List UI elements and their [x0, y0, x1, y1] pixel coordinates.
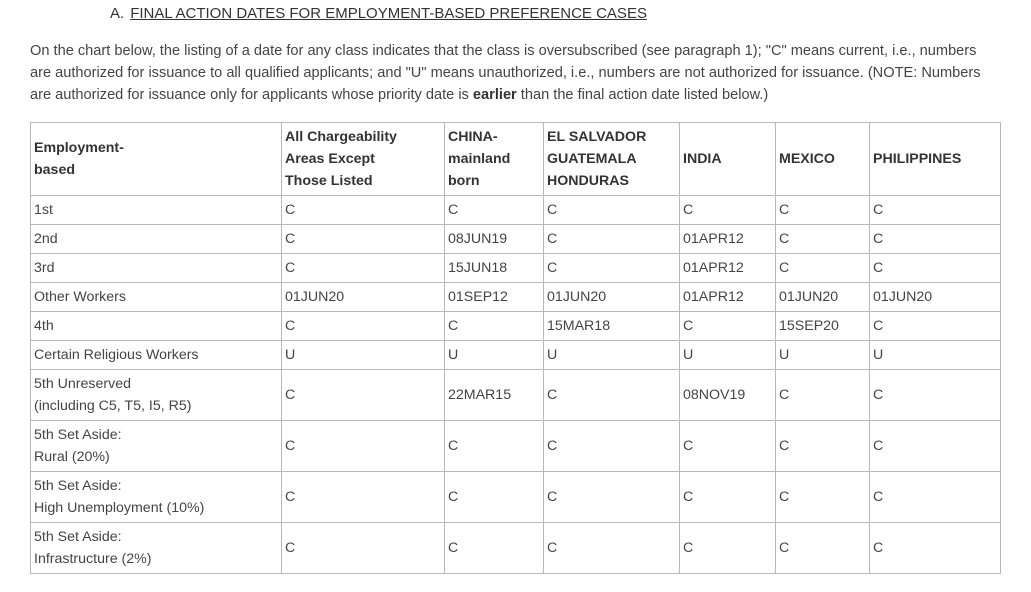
date-cell: C: [282, 523, 445, 574]
date-cell: C: [776, 523, 870, 574]
date-cell: C: [282, 472, 445, 523]
row-category-label: High Unemployment (10%): [34, 500, 205, 516]
header-line: Those Listed: [285, 173, 373, 189]
date-cell: C: [680, 196, 776, 225]
date-cell: C: [282, 370, 445, 421]
row-category-cell: [31, 370, 282, 421]
row-category-label: 3rd: [34, 260, 55, 276]
row-category-cell: [31, 225, 282, 254]
row-category-label: Other Workers: [34, 289, 126, 305]
table-row: [31, 225, 1001, 254]
date-cell: U: [680, 341, 776, 370]
table-row: [31, 196, 1001, 225]
date-cell: C: [870, 370, 1001, 421]
row-category-label: 5th Set Aside:: [34, 478, 122, 494]
row-category-label: Certain Religious Workers: [34, 347, 199, 363]
header-all-chargeability: [282, 123, 445, 196]
header-line: born: [448, 173, 480, 189]
date-cell: C: [776, 225, 870, 254]
header-employment-based: [31, 123, 282, 196]
header-line: Areas Except: [285, 151, 375, 167]
intro-text-after: than the final action date listed below.): [516, 87, 769, 103]
row-category-label: 5th Unreserved: [34, 376, 131, 392]
header-row: [31, 123, 1001, 196]
header-mexico: [776, 123, 870, 196]
date-cell: C: [680, 523, 776, 574]
header-line: MEXICO: [779, 151, 835, 167]
intro-emphasis: earlier: [472, 87, 517, 103]
intro-paragraph: [30, 40, 1000, 106]
date-cell: C: [445, 421, 544, 472]
date-cell: 08JUN19: [445, 225, 544, 254]
row-category-cell: [31, 283, 282, 312]
row-category-cell: [31, 421, 282, 472]
header-el-salvador-guatemala-honduras: [544, 123, 680, 196]
row-category-cell: [31, 523, 282, 574]
date-cell: C: [870, 421, 1001, 472]
date-cell: C: [776, 196, 870, 225]
section-heading: [110, 5, 647, 22]
date-cell: C: [870, 523, 1001, 574]
date-cell: 15SEP20: [776, 312, 870, 341]
date-cell: U: [870, 341, 1001, 370]
date-cell: C: [544, 370, 680, 421]
date-cell: C: [870, 472, 1001, 523]
date-cell: 01SEP12: [445, 283, 544, 312]
date-cell: C: [544, 421, 680, 472]
header-india: [680, 123, 776, 196]
header-line: mainland: [448, 151, 511, 167]
table-row: [31, 283, 1001, 312]
header-line: PHILIPPINES: [873, 151, 962, 167]
date-cell: C: [282, 225, 445, 254]
table-row: [31, 312, 1001, 341]
date-cell: C: [680, 312, 776, 341]
header-philippines: [870, 123, 1001, 196]
row-category-label: 4th: [34, 318, 54, 334]
date-cell: C: [544, 196, 680, 225]
date-cell: C: [870, 254, 1001, 283]
date-cell: C: [776, 370, 870, 421]
date-cell: C: [445, 196, 544, 225]
row-category-label: (including C5, T5, I5, R5): [34, 398, 192, 414]
header-line: GUATEMALA: [547, 151, 637, 167]
table-row: [31, 254, 1001, 283]
date-cell: C: [776, 254, 870, 283]
date-cell: C: [544, 254, 680, 283]
date-cell: 01JUN20: [776, 283, 870, 312]
date-cell: U: [544, 341, 680, 370]
date-cell: C: [776, 421, 870, 472]
row-category-label: 5th Set Aside:: [34, 529, 122, 545]
header-line: All Chargeability: [285, 129, 397, 145]
date-cell: C: [445, 472, 544, 523]
date-cell: C: [282, 254, 445, 283]
row-category-label: 2nd: [34, 231, 58, 247]
date-cell: C: [680, 472, 776, 523]
header-line: Employment-: [34, 140, 124, 156]
row-category-label: 1st: [34, 202, 53, 218]
header-line: based: [34, 162, 76, 178]
date-cell: C: [776, 472, 870, 523]
row-category-cell: [31, 341, 282, 370]
header-line: HONDURAS: [547, 173, 629, 189]
date-cell: C: [282, 312, 445, 341]
intro-text-before: On the chart below, the listing of a date for any class indicates that the class is oversubscribed (see paragraph 1); "C" means current, i.e., numbers are authorized for issuance to all qualified applicants; and "U" means unauthorized, i.e., numbers are not authorized for issuance. (NOTE: Numbers are authorized for issuance only for applicants whose priority date is: [30, 43, 981, 103]
table-row: [31, 421, 1001, 472]
date-cell: U: [776, 341, 870, 370]
date-cell: 15MAR18: [544, 312, 680, 341]
section-heading-title: FINAL ACTION DATES FOR EMPLOYMENT-BASED PREFERENCE CASES: [130, 5, 647, 22]
row-category-cell: [31, 196, 282, 225]
date-cell: C: [445, 523, 544, 574]
final-action-dates-table: [30, 122, 1001, 574]
date-cell: C: [870, 312, 1001, 341]
header-line: EL SALVADOR: [547, 129, 647, 145]
date-cell: 01JUN20: [870, 283, 1001, 312]
row-category-cell: [31, 312, 282, 341]
date-cell: 01JUN20: [544, 283, 680, 312]
date-cell: U: [445, 341, 544, 370]
date-cell: C: [544, 225, 680, 254]
row-category-label: 5th Set Aside:: [34, 427, 122, 443]
date-cell: C: [870, 225, 1001, 254]
header-line: CHINA-: [448, 129, 498, 145]
date-cell: 22MAR15: [445, 370, 544, 421]
date-cell: C: [544, 523, 680, 574]
table-body: [31, 196, 1001, 574]
date-cell: C: [544, 472, 680, 523]
row-category-label: Rural (20%): [34, 449, 110, 465]
date-cell: 01APR12: [680, 283, 776, 312]
date-cell: C: [870, 196, 1001, 225]
date-cell: C: [445, 312, 544, 341]
header-china: [445, 123, 544, 196]
date-cell: C: [282, 196, 445, 225]
section-heading-prefix: A.: [110, 5, 125, 22]
table-row: [31, 341, 1001, 370]
row-category-label: Infrastructure (2%): [34, 551, 152, 567]
date-cell: 15JUN18: [445, 254, 544, 283]
table-row: [31, 472, 1001, 523]
date-cell: U: [282, 341, 445, 370]
table-row: [31, 523, 1001, 574]
table-header: [31, 123, 1001, 196]
date-cell: 08NOV19: [680, 370, 776, 421]
row-category-cell: [31, 254, 282, 283]
header-line: INDIA: [683, 151, 722, 167]
date-cell: 01APR12: [680, 254, 776, 283]
date-cell: 01APR12: [680, 225, 776, 254]
date-cell: C: [282, 421, 445, 472]
date-cell: C: [680, 421, 776, 472]
row-category-cell: [31, 472, 282, 523]
table-row: [31, 370, 1001, 421]
date-cell: 01JUN20: [282, 283, 445, 312]
